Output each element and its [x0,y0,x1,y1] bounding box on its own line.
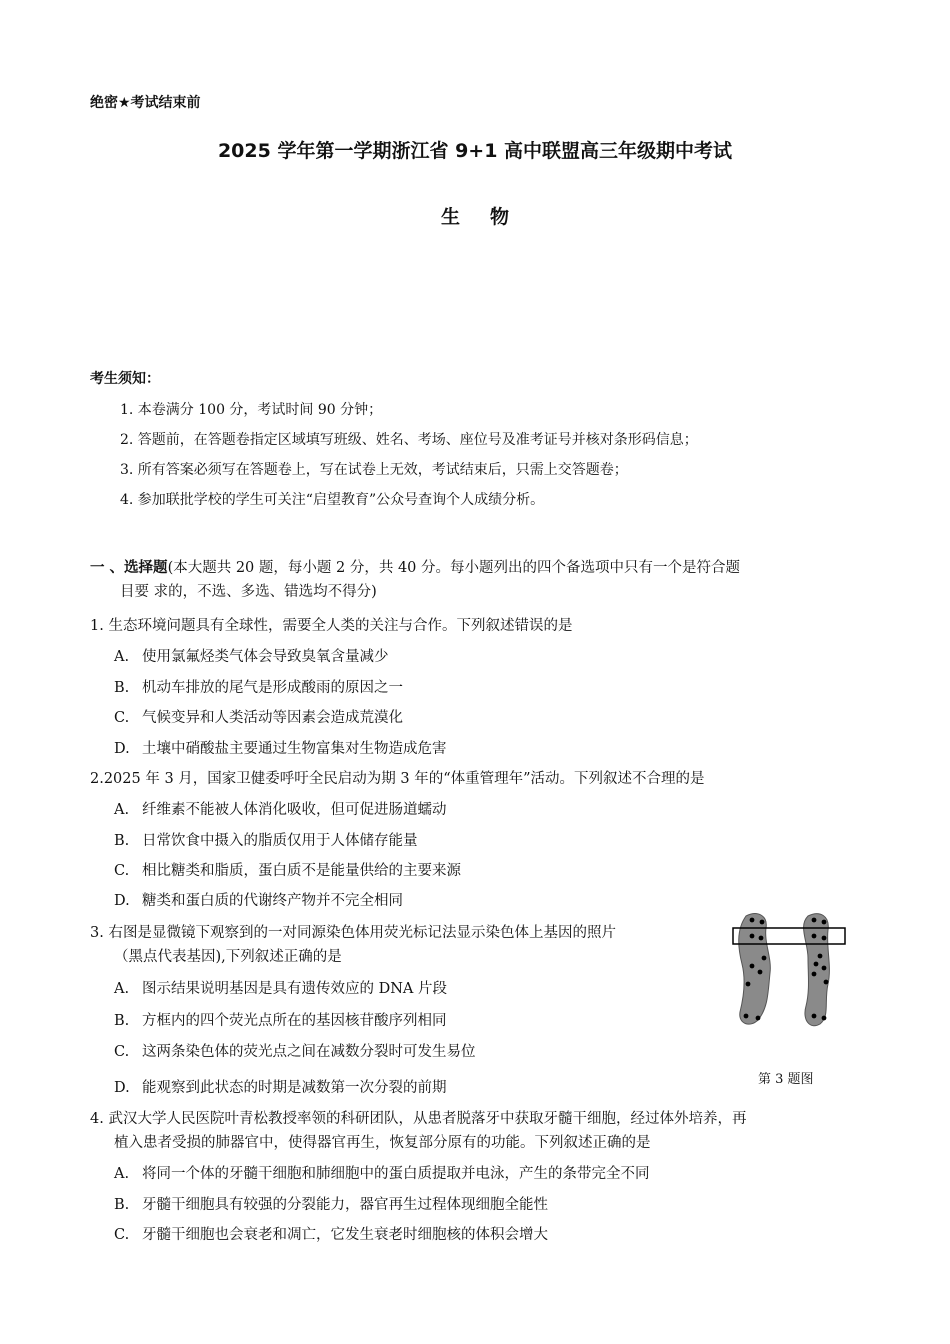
option-label: C. [114,1227,130,1243]
section-description-cont: 目要 求的，不选、多选、错选均不得分) [120,584,377,600]
option-label: C. [114,710,130,726]
option-label: A. [114,1166,130,1182]
notice-item: 3. 所有答案必须写在答题卷上，写在试卷上无效，考试结束后，只需上交答题卷； [120,462,628,478]
option-text: 能观察到此状态的时期是减数第一次分裂的前期 [142,1080,447,1096]
option-label: A. [114,981,130,997]
notice-item: 1. 本卷满分 100 分，考试时间 90 分钟； [120,402,383,418]
chromosome-left [739,914,771,1025]
subject-title: 生物 [440,206,539,228]
notice-item: 2. 答题前，在答题卷指定区域填写班级、姓名、考场、座位号及准考证号并核对条形码信息； [120,432,698,448]
question-3-option-d [114,1076,447,1097]
option-label: B. [114,1197,130,1213]
question-2-option-d [114,889,403,910]
question-1-option-d [114,737,447,758]
question-3-option-c [114,1040,476,1061]
option-text: 使用氯氟烃类气体会导致臭氧含量减少 [142,649,389,665]
option-text: 相比糖类和脂质，蛋白质不是能量供给的主要来源 [142,863,461,879]
section-heading-label: 一 、选择题 [90,560,168,576]
option-text: 机动车排放的尾气是形成酸雨的原因之一 [142,680,403,696]
question-4-option-b [114,1193,548,1214]
notice-item: 4. 参加联批学校的学生可关注“启望教育”公众号查询个人成绩分析。 [120,492,545,508]
section-heading [90,556,740,577]
option-text: 这两条染色体的荧光点之间在减数分裂时可发生易位 [142,1044,476,1060]
option-label: B. [114,680,130,696]
option-label: B. [114,833,130,849]
question-3-stem-cont: （黑点代表基因),下列叙述正确的是 [114,949,342,965]
option-text: 牙髓干细胞也会衰老和凋亡，它发生衰老时细胞核的体积会增大 [142,1227,548,1243]
option-text: 方框内的四个荧光点所在的基因核苷酸序列相同 [142,1013,447,1029]
option-label: C. [114,1044,130,1060]
option-text: 图示结果说明基因是具有遗传效应的 DNA 片段 [142,981,448,997]
question-2-option-b [114,829,418,850]
question-1-option-b [114,676,403,697]
option-label: C. [114,863,130,879]
option-text: 牙髓干细胞具有较强的分裂能力，器官再生过程体现细胞全能性 [142,1197,548,1213]
question-4-option-c [114,1223,548,1244]
question-2-stem: 2.2025 年 3 月，国家卫健委呼吁全民启动为期 3 年的“体重管理年”活动。下列叙述不合理的是 [90,771,705,787]
option-text: 日常饮食中摄入的脂质仅用于人体储存能量 [142,833,418,849]
question-4-stem-cont: 植入患者受损的肺器官中，使得器官再生，恢复部分原有的功能。下列叙述正确的是 [114,1135,651,1151]
question-3-option-a [114,977,447,998]
question-4-stem: 4. 武汉大学人民医院叶青松教授率领的科研团队，从患者脱落牙中获取牙髓干细胞，经过体外培养，再 [90,1111,747,1127]
option-label: A. [114,802,130,818]
option-label: D. [114,1080,130,1096]
confidential-label: 绝密★考试结束前 [90,95,201,111]
question-2-option-a [114,798,447,819]
question-4-option-a [114,1162,650,1183]
section-description: (本大题共 20 题，每小题 2 分，共 40 分。每小题列出的四个备选项中只有一个是符合题 [167,560,740,576]
option-text: 纤维素不能被人体消化吸收，但可促进肠道蠕动 [142,802,447,818]
question-3-option-b [114,1009,447,1030]
chromosome-figure [728,908,850,1030]
option-label: D. [114,741,130,757]
figure-caption: 第 3 题图 [758,1072,814,1087]
option-text: 气候变异和人类活动等因素会造成荒漠化 [142,710,403,726]
question-1-option-c [114,706,403,727]
option-label: A. [114,649,130,665]
option-label: B. [114,1013,130,1029]
question-1-option-a [114,645,389,666]
question-2-option-c [114,859,461,880]
option-text: 糖类和蛋白质的代谢终产物并不完全相同 [142,893,403,909]
notice-title: 考生须知： [90,371,160,387]
option-text: 将同一个体的牙髓干细胞和肺细胞中的蛋白质提取并电泳，产生的条带完全不同 [142,1166,650,1182]
question-3-stem: 3. 右图是显微镜下观察到的一对同源染色体用荧光标记法显示染色体上基因的照片 [90,925,616,941]
option-label: D. [114,893,130,909]
exam-title: 2025 学年第一学期浙江省 9+1 高中联盟高三年级期中考试 [217,140,733,162]
option-text: 土壤中硝酸盐主要通过生物富集对生物造成危害 [142,741,447,757]
question-1-stem: 1. 生态环境问题具有全球性，需要全人类的关注与合作。下列叙述错误的是 [90,618,573,634]
